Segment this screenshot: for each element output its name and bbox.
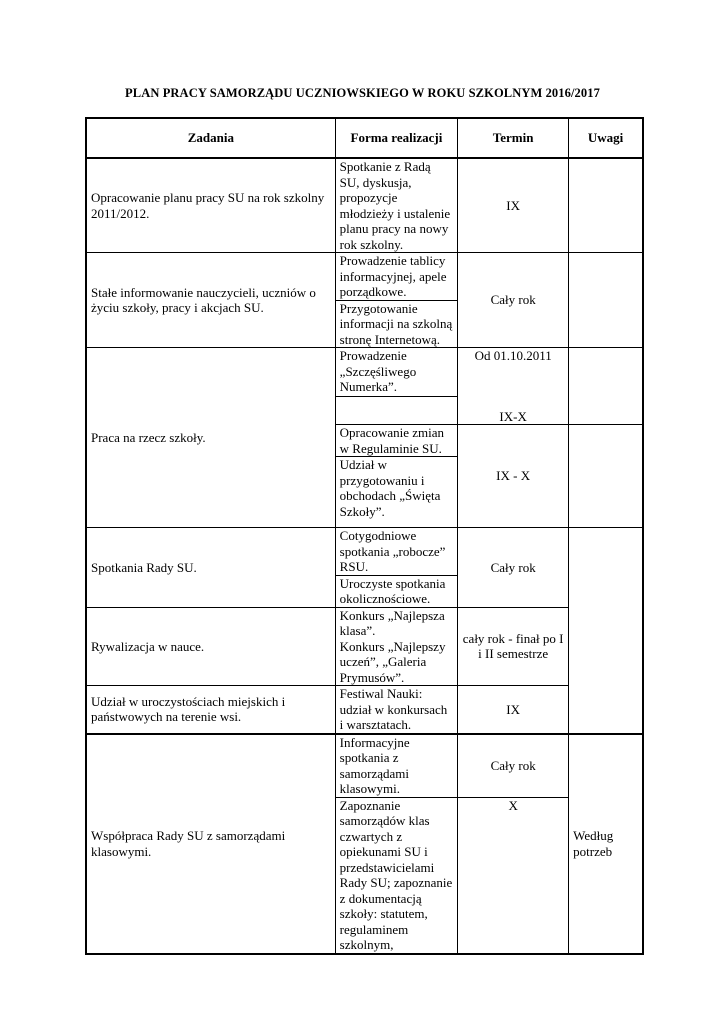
notes-cell: Według potrzeb	[569, 734, 643, 954]
notes-cell	[569, 425, 643, 528]
term-cell: IX-X	[458, 397, 569, 425]
term-cell: X	[458, 797, 569, 954]
document-title: PLAN PRACY SAMORZĄDU UCZNIOWSKIEGO W ROKU SZKOLNYM 2016/2017	[125, 86, 600, 100]
form-line: Konkurs „Najlepsza klasa”.	[339, 607, 445, 638]
table-row	[86, 734, 643, 798]
form-cell: Przygotowanie informacji na szkolną stronę Internetową.	[335, 300, 457, 348]
table-header-row	[86, 118, 643, 158]
term-cell: Cały rok	[458, 528, 569, 608]
task-cell: Rywalizacja w nauce.	[86, 607, 335, 686]
form-cell: Zapoznanie samorządów klas czwartych z opiekunami SU i przedstawicielami Rady SU; zapoznanie z dokumentacją szkoły: statutem, regulaminem szkolnym,	[335, 797, 457, 954]
form-cell: Prowadzenie tablicy informacyjnej, apele porządkowe.	[335, 253, 457, 301]
term-cell-group	[458, 607, 569, 686]
form-cell-group	[335, 607, 457, 686]
notes-cell	[569, 158, 643, 253]
form-cell: Informacyjne spotkania z samorządami klasowymi.	[335, 734, 457, 798]
form-cell: Festiwal Nauki: udział w konkursach i warsztatach.	[335, 686, 457, 734]
form-cell: Opracowanie zmian w Regulaminie SU.	[335, 425, 457, 457]
form-cell: Spotkanie z Radą SU, dyskusja, propozycje młodzieży i ustalenie planu pracy na nowy rok szkolny.	[335, 158, 457, 253]
form-line: Konkurs „Najlepszy uczeń”, „Galeria Prymusów”.	[339, 638, 446, 685]
form-cell: Udział w przygotowaniu i obchodach „Święta Szkoły”.	[335, 457, 457, 528]
table-row	[86, 348, 643, 397]
term-cell: IX	[458, 686, 569, 734]
form-cell	[335, 397, 457, 425]
plan-table	[85, 117, 644, 955]
header-form: Forma realizacji	[335, 118, 457, 158]
term-cell: IX	[458, 158, 569, 253]
form-cell: Cotygodniowe spotkania „robocze” RSU.	[335, 528, 457, 576]
table-row	[86, 686, 643, 734]
task-cell: Opracowanie planu pracy SU na rok szkolny 2011/2012.	[86, 158, 335, 253]
table-row	[86, 158, 643, 253]
task-cell: Udział w uroczystościach miejskich i państwowych na terenie wsi.	[86, 686, 335, 734]
table-row	[86, 253, 643, 301]
table-row	[86, 528, 643, 576]
task-cell: Współpraca Rady SU z samorządami klasowymi.	[86, 734, 335, 954]
table-row	[86, 607, 643, 686]
term-cell: Od 01.10.2011	[458, 348, 569, 397]
task-cell: Stałe informowanie nauczycieli, uczniów o życiu szkoły, pracy i akcjach SU.	[86, 253, 335, 348]
term-cell: Cały rok	[458, 253, 569, 348]
header-term: Termin	[458, 118, 569, 158]
term-line: cały rok - finał po I	[462, 630, 564, 646]
term-line: i II semestrze	[478, 646, 549, 662]
form-cell: Uroczyste spotkania okolicznościowe.	[335, 575, 457, 607]
task-cell: Spotkania Rady SU.	[86, 528, 335, 608]
form-cell: Prowadzenie „Szczęśliwego Numerka”.	[335, 348, 457, 397]
task-cell: Praca na rzecz szkoły.	[86, 348, 335, 528]
term-cell: IX - X	[458, 425, 569, 528]
term-cell: Cały rok	[458, 734, 569, 798]
notes-cell	[569, 348, 643, 425]
notes-cell	[569, 253, 643, 348]
header-notes: Uwagi	[569, 118, 643, 158]
header-tasks: Zadania	[86, 118, 335, 158]
notes-cell	[569, 528, 643, 734]
